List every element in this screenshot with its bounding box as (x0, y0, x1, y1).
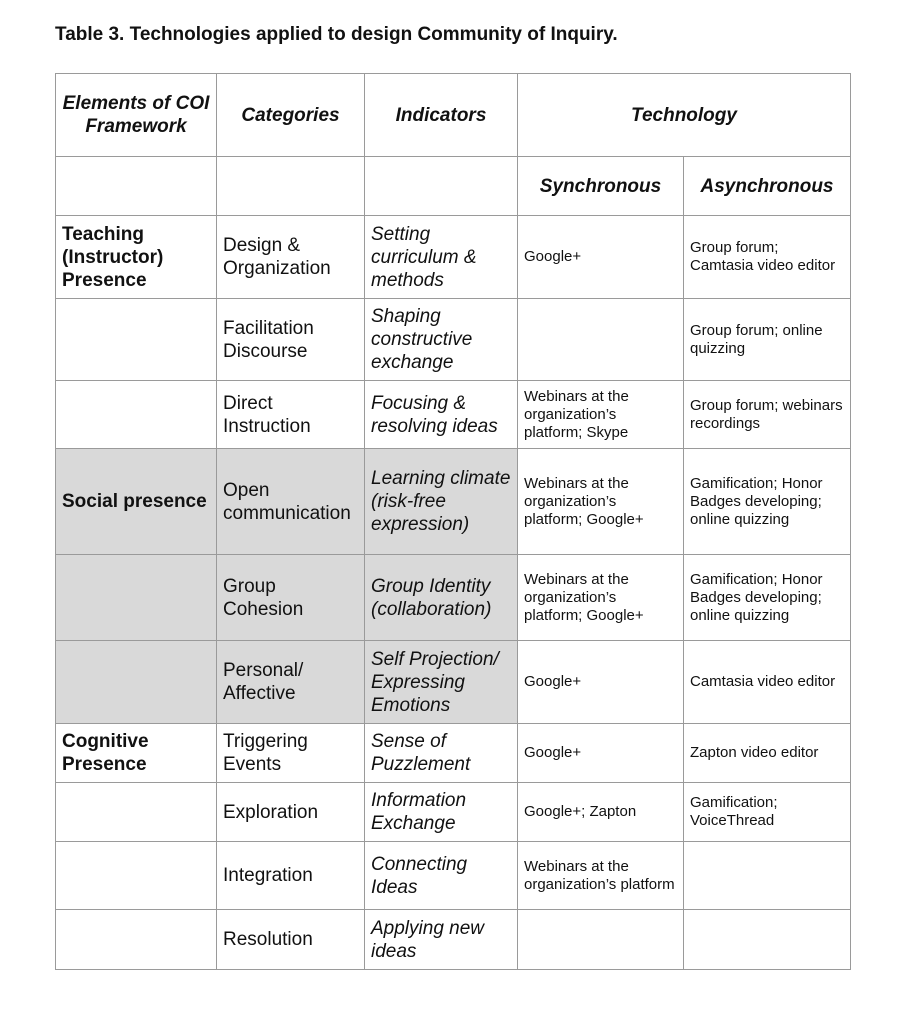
table-row (56, 216, 851, 299)
sync-cell (518, 910, 684, 970)
category-cell: Open communication (217, 449, 365, 555)
indicator-cell: Focusing & resolving ideas (365, 381, 518, 449)
async-cell: Zapton video editor (684, 724, 851, 783)
async-cell: Group forum; Camtasia video editor (684, 216, 851, 299)
category-cell: Resolution (217, 910, 365, 970)
sync-cell: Webinars at the organization’s platform; Skype (518, 381, 684, 449)
element-cell (56, 910, 217, 970)
async-cell: Group forum; webinars recordings (684, 381, 851, 449)
sync-cell: Webinars at the organization’s platform; Google+ (518, 449, 684, 555)
table-row (56, 842, 851, 910)
header-row (56, 74, 851, 157)
element-cell (56, 555, 217, 641)
sync-cell: Webinars at the organization’s platform (518, 842, 684, 910)
table-row (56, 381, 851, 449)
subheader-row (56, 157, 851, 216)
element-cell: Teaching (Instructor) Presence (56, 216, 217, 299)
subheader-empty-cell (365, 157, 518, 216)
table-caption: Table 3. Technologies applied to design Community of Inquiry. (55, 24, 618, 45)
subheader-empty-cell (56, 157, 217, 216)
indicator-cell: Sense of Puzzlement (365, 724, 518, 783)
table-row (56, 299, 851, 381)
indicator-cell: Setting curriculum & methods (365, 216, 518, 299)
element-cell: Social presence (56, 449, 217, 555)
header-synchronous: Synchronous (518, 157, 684, 216)
category-cell: Integration (217, 842, 365, 910)
table-row (56, 555, 851, 641)
category-cell: Exploration (217, 783, 365, 842)
category-cell: Direct Instruction (217, 381, 365, 449)
async-cell: Group forum; online quizzing (684, 299, 851, 381)
header-technology: Technology (518, 74, 851, 157)
category-cell: Facilitation Discourse (217, 299, 365, 381)
table-row (56, 724, 851, 783)
element-cell (56, 842, 217, 910)
coi-technology-table (55, 73, 851, 970)
element-cell (56, 381, 217, 449)
indicator-cell: Applying new ideas (365, 910, 518, 970)
async-cell (684, 842, 851, 910)
indicator-cell: Connecting Ideas (365, 842, 518, 910)
subheader-empty-cell (217, 157, 365, 216)
sync-cell: Google+; Zapton (518, 783, 684, 842)
header-elements: Elements of COI Framework (56, 74, 217, 157)
element-cell (56, 641, 217, 724)
table-row (56, 910, 851, 970)
sync-cell: Google+ (518, 641, 684, 724)
async-cell: Gamification; VoiceThread (684, 783, 851, 842)
indicator-cell: Self Projection/ Expressing Emotions (365, 641, 518, 724)
async-cell: Gamification; Honor Badges developing; online quizzing (684, 449, 851, 555)
indicator-cell: Group Identity (collaboration) (365, 555, 518, 641)
indicator-cell: Information Exchange (365, 783, 518, 842)
indicator-cell: Shaping constructive exchange (365, 299, 518, 381)
element-cell (56, 783, 217, 842)
category-cell: Design & Organization (217, 216, 365, 299)
indicator-cell: Learning climate (risk-free expression) (365, 449, 518, 555)
async-cell: Gamification; Honor Badges developing; online quizzing (684, 555, 851, 641)
element-cell: Cognitive Presence (56, 724, 217, 783)
async-cell (684, 910, 851, 970)
category-cell: Personal/ Affective (217, 641, 365, 724)
sync-cell: Webinars at the organization’s platform; Google+ (518, 555, 684, 641)
async-cell: Camtasia video editor (684, 641, 851, 724)
sync-cell: Google+ (518, 724, 684, 783)
category-cell: Group Cohesion (217, 555, 365, 641)
sync-cell (518, 299, 684, 381)
table-row (56, 783, 851, 842)
table-row (56, 641, 851, 724)
sync-cell: Google+ (518, 216, 684, 299)
header-indicators: Indicators (365, 74, 518, 157)
category-cell: Triggering Events (217, 724, 365, 783)
header-categories: Categories (217, 74, 365, 157)
header-asynchronous: Asynchronous (684, 157, 851, 216)
element-cell (56, 299, 217, 381)
table-row (56, 449, 851, 555)
